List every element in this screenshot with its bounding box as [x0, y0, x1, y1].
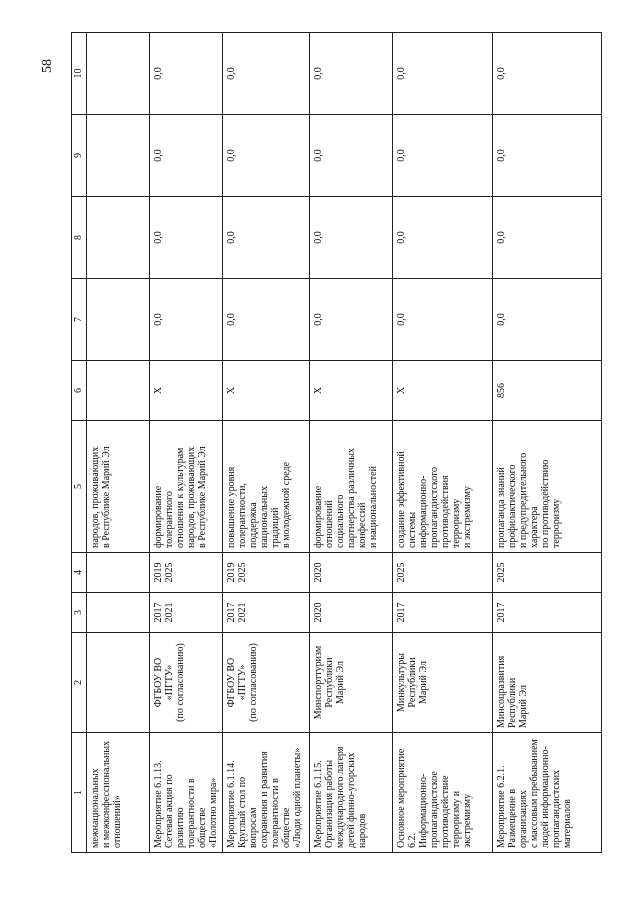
value-cell: 0,0: [150, 115, 223, 197]
event-name-cell: Мероприятие 6.1.15. Организация работы международного лагеря детей финно-угорских народов: [310, 733, 393, 853]
header-cell: 8: [72, 197, 87, 279]
table-row: [310, 33, 393, 853]
header-cell: 7: [72, 279, 87, 361]
table-row: [150, 33, 223, 853]
header-cell: 4: [72, 553, 87, 593]
result-cell: создание эффективной системы информационно- пропагандистского противодействия терроризму и экстремизму: [393, 421, 493, 553]
start-year-cell: 2017: [493, 593, 602, 633]
code-cell: Х: [393, 361, 493, 421]
result-cell: повышение уровня толерантности, поддержка национальных традиций в молодежной среде: [223, 421, 310, 553]
start-year-cell: [87, 593, 150, 633]
value-cell: 0,0: [393, 115, 493, 197]
value-cell: 0,0: [223, 33, 310, 115]
page-number: 58: [40, 59, 55, 73]
event-name-cell: Основное мероприятие 6.2. Информационно- пропагандистское противодействие терроризму и экстремизму: [393, 733, 493, 853]
code-cell: 856: [493, 361, 602, 421]
header-cell: 2: [72, 633, 87, 733]
header-cell: 1: [72, 733, 87, 853]
header-cell: 10: [72, 33, 87, 115]
header-cell: 9: [72, 115, 87, 197]
value-cell: 0,0: [310, 279, 393, 361]
executor-cell: Минспорттуризм Республики Марий Эл: [310, 633, 393, 733]
end-year-cell: 2025: [493, 553, 602, 593]
value-cell: 0,0: [150, 197, 223, 279]
value-cell: 0,0: [223, 197, 310, 279]
result-cell: народов, проживающих в Республике Марий Эл: [87, 421, 150, 553]
value-cell: [87, 115, 150, 197]
value-cell: 0,0: [310, 197, 393, 279]
start-year-cell: 2017 2021: [150, 593, 223, 633]
value-cell: [87, 279, 150, 361]
event-name-cell: Мероприятие 6.1.13. Сетевая акция по развитию толерантности в обществе «Полотно мира»: [150, 733, 223, 853]
end-year-cell: 2025: [393, 553, 493, 593]
value-cell: 0,0: [493, 279, 602, 361]
table-row: [223, 33, 310, 853]
executor-cell: ФГБОУ ВО «ПГТУ» (по согласованию): [223, 633, 310, 733]
result-cell: формирование отношений социального партнерства различных конфессий и национальностей: [310, 421, 393, 553]
table-row: [393, 33, 493, 853]
value-cell: 0,0: [310, 33, 393, 115]
event-name-cell: Мероприятие 6.2.1. Размещение в организациях с массовым пребыванием людей информационно- пропагандистских материалов: [493, 733, 602, 853]
code-cell: Х: [223, 361, 310, 421]
start-year-cell: 2017: [393, 593, 493, 633]
value-cell: 0,0: [150, 33, 223, 115]
value-cell: 0,0: [393, 197, 493, 279]
value-cell: 0,0: [493, 197, 602, 279]
header-cell: 3: [72, 593, 87, 633]
value-cell: 0,0: [493, 115, 602, 197]
event-name-cell: Мероприятие 6.1.14. Круглый стол по вопросам сохранения и развития толерантности в обществе «Люди одной планеты»: [223, 733, 310, 853]
value-cell: 0,0: [310, 115, 393, 197]
header-row: [72, 33, 87, 853]
header-cell: 5: [72, 421, 87, 553]
value-cell: 0,0: [393, 279, 493, 361]
value-cell: [87, 197, 150, 279]
table-row: [493, 33, 602, 853]
value-cell: 0,0: [150, 279, 223, 361]
code-cell: [87, 361, 150, 421]
executor-cell: Минкультуры Республики Марий Эл: [393, 633, 493, 733]
result-cell: пропаганда знаний профилактического и предупредительного характера по противодействию терроризму: [493, 421, 602, 553]
code-cell: Х: [150, 361, 223, 421]
value-cell: 0,0: [223, 279, 310, 361]
end-year-cell: 2019 2025: [150, 553, 223, 593]
executor-cell: ФГБОУ ВО «ПГТУ» (по согласованию): [150, 633, 223, 733]
header-cell: 6: [72, 361, 87, 421]
event-name-cell: межнациональных и межконфессиональных отношений»: [87, 733, 150, 853]
program-table: [71, 32, 602, 853]
table-row: [87, 33, 150, 853]
end-year-cell: [87, 553, 150, 593]
value-cell: 0,0: [223, 115, 310, 197]
value-cell: [87, 33, 150, 115]
result-cell: формирование толерантного отношения к культурам народов, проживающих в Республике Марий Эл: [150, 421, 223, 553]
start-year-cell: 2017 2021: [223, 593, 310, 633]
start-year-cell: 2020: [310, 593, 393, 633]
end-year-cell: 2020: [310, 553, 393, 593]
executor-cell: Минсоцразвития Республики Марий Эл: [493, 633, 602, 733]
executor-cell: [87, 633, 150, 733]
code-cell: Х: [310, 361, 393, 421]
value-cell: 0,0: [493, 33, 602, 115]
end-year-cell: 2019 2025: [223, 553, 310, 593]
value-cell: 0,0: [393, 33, 493, 115]
